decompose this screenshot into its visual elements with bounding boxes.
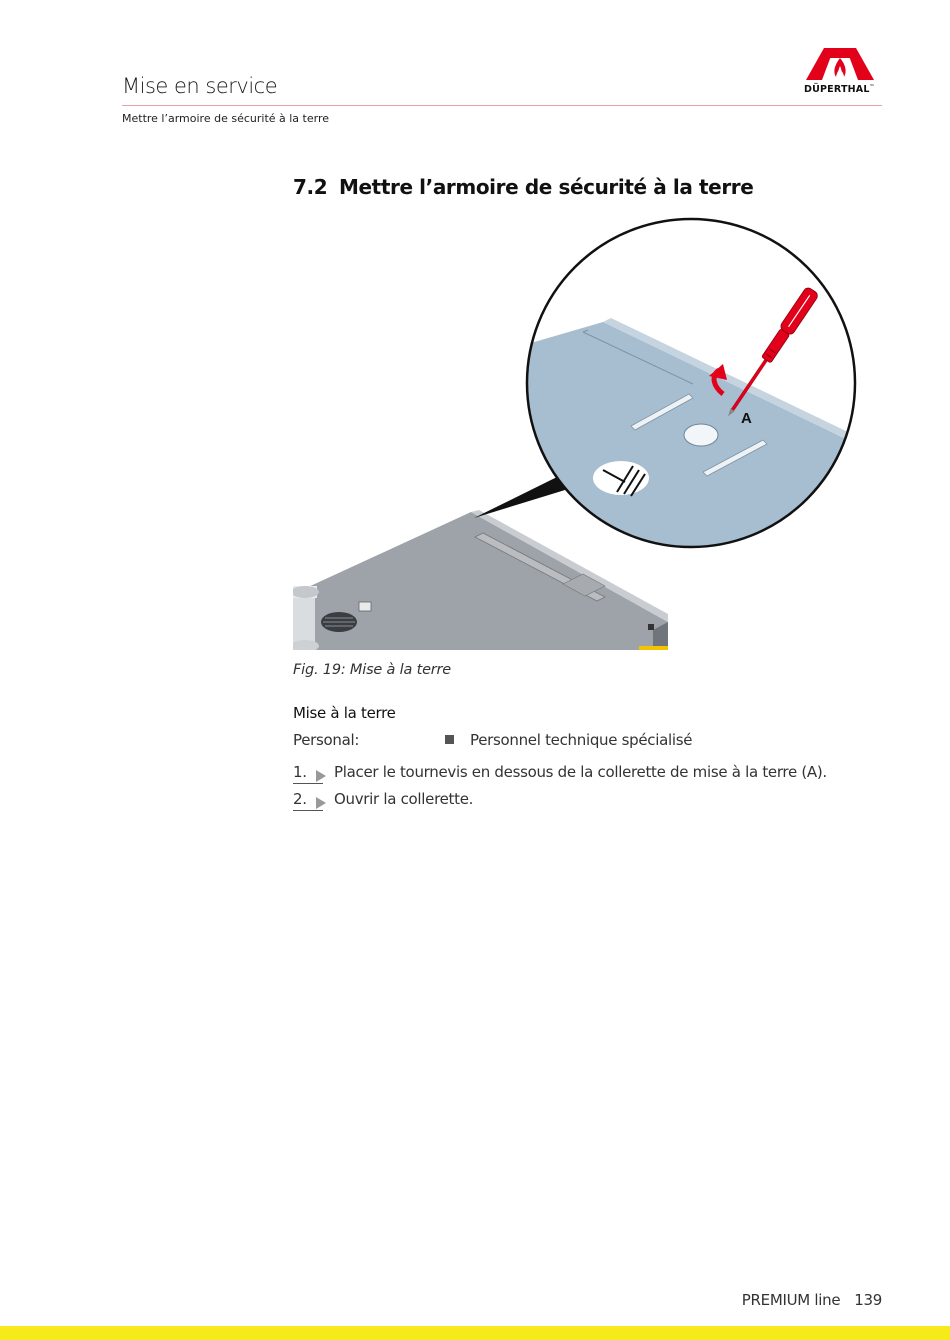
page-number: 139 [854,1291,882,1309]
section-number: 7.2 [293,175,328,199]
step-arrow-icon [316,797,326,809]
step-number: 1. [293,763,307,781]
section-title-text: Mettre l’armoire de sécurité à la terre [339,175,754,199]
page-header-subtitle: Mettre l’armoire de sécurité à la terre [122,112,330,125]
personal-value: Personnel technique spécialisé [470,731,693,749]
step-text: Placer le tournevis en dessous de la collerette de mise à la terre (A). [334,763,827,781]
step-number: 2. [293,790,307,808]
bullet-square-icon [445,735,454,744]
product-name: PREMIUM line [741,1291,841,1309]
subheading: Mise à la terre [293,704,396,722]
step-underline [293,783,323,784]
page-footer [742,1291,882,1309]
personal-label: Personal: [293,731,360,749]
grounding-figure [293,214,863,654]
section-title [293,175,753,199]
figure-caption: Fig. 19: Mise à la terre [293,662,452,678]
step-underline [293,810,323,811]
footer-color-bar [0,1326,950,1340]
brand-name: DÜPERTHAL™ [804,84,875,96]
page-header-title: Mise en service [122,74,278,98]
step-text: Ouvrir la collerette. [334,790,474,808]
callout-label-a: A [741,410,752,427]
step-arrow-icon [316,770,326,782]
cabinet-top-illustration [293,510,668,654]
header-divider [122,105,882,106]
